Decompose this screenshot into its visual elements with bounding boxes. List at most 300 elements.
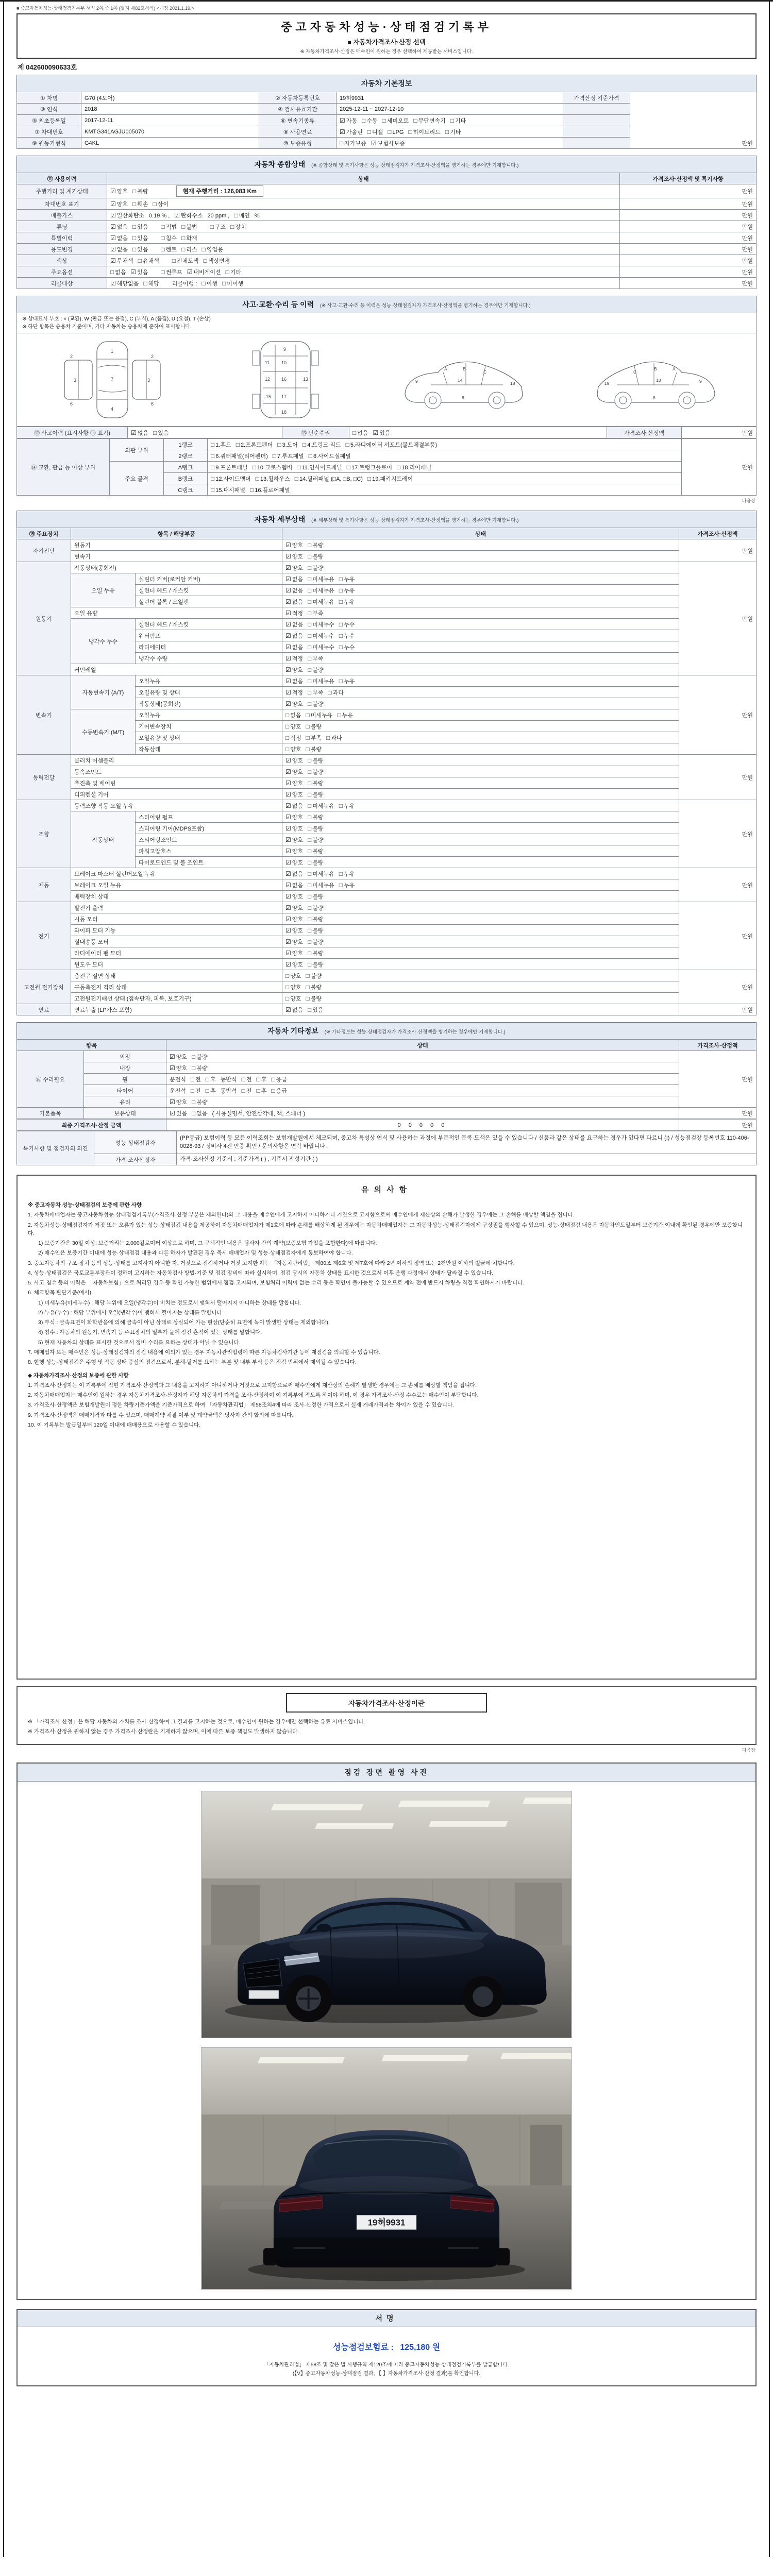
checkbox-option[interactable] (191, 1087, 201, 1095)
checkbox-icon[interactable]: □ (339, 643, 343, 651)
checkbox-icon[interactable]: □ (192, 1053, 196, 1060)
checkbox-icon[interactable]: □ (190, 1075, 195, 1083)
checkbox-icon[interactable]: ☑ (285, 858, 291, 866)
checkbox-option[interactable] (285, 972, 301, 980)
checkbox-option[interactable] (308, 892, 324, 901)
checkbox-option[interactable] (340, 116, 357, 125)
checkbox-icon[interactable]: □ (339, 620, 343, 628)
checkbox-option[interactable] (170, 1053, 187, 1061)
checkbox-option[interactable] (285, 711, 301, 719)
checkbox-option[interactable] (131, 268, 148, 276)
checkbox-icon[interactable]: ☑ (285, 881, 291, 889)
checkbox-icon[interactable]: □ (211, 452, 215, 460)
checkbox-icon[interactable]: ☑ (285, 892, 291, 900)
checkbox-option[interactable] (339, 632, 355, 640)
checkbox-icon[interactable]: □ (308, 677, 312, 685)
checkbox-icon[interactable]: □ (308, 847, 312, 855)
checkbox-option[interactable] (211, 440, 231, 449)
checkbox-icon[interactable]: □ (308, 688, 312, 696)
checkbox-option[interactable] (131, 429, 148, 437)
checkbox-option[interactable] (285, 983, 301, 991)
checkbox-option[interactable] (408, 128, 440, 136)
checkbox-option[interactable] (174, 211, 203, 219)
checkbox-icon[interactable]: □ (308, 813, 312, 821)
checkbox-option[interactable] (373, 429, 391, 437)
checkbox-icon[interactable]: □ (153, 429, 157, 436)
checkbox-option[interactable] (242, 1087, 252, 1095)
checkbox-option[interactable] (306, 972, 322, 980)
checkbox-option[interactable] (153, 429, 169, 437)
checkbox-icon[interactable]: □ (181, 223, 186, 230)
checkbox-option[interactable] (367, 474, 413, 483)
checkbox-icon[interactable]: □ (211, 463, 215, 471)
checkbox-option[interactable] (285, 677, 303, 685)
checkbox-icon[interactable]: □ (306, 983, 310, 991)
checkbox-option[interactable] (308, 586, 334, 595)
checkbox-option[interactable] (161, 245, 177, 253)
checkbox-icon[interactable]: □ (271, 1087, 275, 1094)
checkbox-option[interactable] (285, 813, 303, 821)
checkbox-option[interactable] (170, 1109, 187, 1117)
checkbox-icon[interactable]: □ (397, 463, 401, 471)
checkbox-icon[interactable]: □ (308, 915, 312, 923)
checkbox-option[interactable] (285, 892, 303, 901)
checkbox-icon[interactable]: □ (285, 983, 290, 991)
checkbox-icon[interactable]: □ (241, 1087, 245, 1094)
checkbox-icon[interactable]: ☑ (285, 779, 291, 787)
checkbox-icon[interactable]: ☑ (285, 598, 291, 605)
checkbox-option[interactable] (308, 915, 324, 923)
checkbox-option[interactable] (308, 552, 324, 561)
checkbox-icon[interactable]: □ (203, 257, 207, 264)
checkbox-icon[interactable]: □ (272, 452, 277, 460)
checkbox-option[interactable] (110, 268, 126, 276)
checkbox-icon[interactable]: ☑ (285, 620, 291, 628)
checkbox-icon[interactable]: ☑ (340, 116, 345, 124)
checkbox-icon[interactable]: ☑ (174, 211, 180, 219)
checkbox-option[interactable] (285, 620, 303, 629)
checkbox-icon[interactable]: ☑ (285, 677, 291, 685)
checkbox-icon[interactable]: ☑ (110, 234, 116, 242)
checkbox-icon[interactable]: □ (308, 1006, 312, 1013)
checkbox-icon[interactable]: □ (285, 972, 290, 979)
checkbox-option[interactable] (308, 938, 324, 946)
checkbox-option[interactable] (285, 666, 303, 674)
checkbox-icon[interactable]: □ (161, 268, 165, 276)
checkbox-option[interactable] (308, 870, 334, 878)
checkbox-option[interactable] (110, 257, 133, 265)
checkbox-option[interactable] (110, 200, 128, 208)
checkbox-icon[interactable]: □ (308, 564, 312, 571)
checkbox-icon[interactable]: ☑ (285, 654, 291, 662)
checkbox-icon[interactable]: ☑ (285, 586, 291, 594)
checkbox-icon[interactable]: □ (211, 486, 215, 494)
checkbox-option[interactable] (285, 734, 301, 742)
checkbox-icon[interactable]: □ (306, 994, 310, 1002)
checkbox-icon[interactable]: ☑ (110, 223, 116, 230)
checkbox-option[interactable] (308, 598, 334, 606)
checkbox-option[interactable] (308, 688, 324, 697)
checkbox-icon[interactable]: ☑ (285, 802, 291, 809)
checkbox-icon[interactable]: □ (285, 994, 290, 1002)
checkbox-option[interactable] (138, 257, 159, 265)
checkbox-icon[interactable]: ☑ (285, 768, 291, 775)
checkbox-option[interactable] (306, 983, 322, 991)
checkbox-icon[interactable]: □ (205, 1087, 210, 1094)
checkbox-icon[interactable]: □ (153, 200, 157, 208)
checkbox-icon[interactable]: □ (234, 211, 238, 219)
checkbox-icon[interactable]: □ (132, 188, 137, 195)
checkbox-icon[interactable]: ☑ (285, 904, 291, 911)
checkbox-icon[interactable]: ☑ (170, 1064, 175, 1072)
checkbox-option[interactable] (308, 666, 324, 674)
checkbox-icon[interactable]: □ (210, 223, 214, 230)
checkbox-icon[interactable]: ☑ (130, 268, 137, 276)
checkbox-option[interactable] (285, 722, 301, 731)
checkbox-icon[interactable]: □ (308, 802, 312, 809)
checkbox-icon[interactable]: ☑ (285, 688, 291, 696)
checkbox-option[interactable] (308, 960, 324, 969)
checkbox-option[interactable] (253, 463, 293, 471)
checkbox-icon[interactable]: □ (302, 440, 307, 448)
checkbox-option[interactable] (339, 586, 355, 595)
checkbox-option[interactable] (285, 632, 303, 640)
checkbox-icon[interactable]: □ (132, 200, 137, 208)
checkbox-icon[interactable]: □ (285, 711, 290, 719)
checkbox-option[interactable] (308, 609, 324, 617)
checkbox-option[interactable] (346, 440, 438, 449)
checkbox-option[interactable] (339, 598, 355, 606)
checkbox-option[interactable] (306, 745, 322, 753)
checkbox-icon[interactable]: □ (308, 575, 312, 583)
checkbox-icon[interactable]: □ (308, 654, 312, 662)
checkbox-icon[interactable]: □ (308, 881, 312, 889)
checkbox-option[interactable] (285, 654, 303, 663)
checkbox-icon[interactable]: □ (339, 598, 343, 605)
checkbox-icon[interactable]: ☑ (285, 564, 291, 571)
checkbox-option[interactable] (308, 858, 324, 867)
checkbox-icon[interactable]: □ (337, 711, 341, 719)
checkbox-icon[interactable]: ☑ (285, 960, 291, 968)
checkbox-icon[interactable]: □ (308, 870, 312, 877)
checkbox-option[interactable] (306, 722, 322, 731)
checkbox-icon[interactable]: □ (308, 892, 312, 900)
checkbox-icon[interactable]: □ (308, 858, 312, 866)
checkbox-option[interactable] (202, 245, 223, 253)
checkbox-icon[interactable]: □ (161, 223, 165, 230)
checkbox-option[interactable] (450, 116, 466, 125)
checkbox-option[interactable] (110, 234, 128, 242)
checkbox-icon[interactable]: □ (222, 279, 226, 287)
checkbox-option[interactable] (308, 1006, 324, 1014)
checkbox-option[interactable] (337, 711, 353, 719)
checkbox-icon[interactable]: ☑ (285, 700, 291, 707)
checkbox-option[interactable] (285, 575, 303, 583)
checkbox-icon[interactable]: □ (110, 268, 114, 276)
checkbox-option[interactable] (306, 994, 322, 1003)
checkbox-option[interactable] (271, 1087, 287, 1095)
checkbox-icon[interactable]: ☑ (371, 139, 377, 147)
checkbox-option[interactable] (206, 1075, 216, 1083)
checkbox-icon[interactable]: □ (362, 116, 366, 124)
checkbox-icon[interactable]: □ (241, 1075, 245, 1083)
checkbox-icon[interactable]: ☑ (285, 870, 291, 877)
checkbox-icon[interactable]: □ (345, 440, 349, 448)
checkbox-option[interactable] (285, 552, 303, 561)
checkbox-icon[interactable]: □ (367, 128, 371, 135)
checkbox-icon[interactable]: □ (339, 677, 343, 685)
checkbox-option[interactable] (308, 541, 324, 549)
checkbox-icon[interactable]: ☑ (285, 541, 291, 549)
checkbox-icon[interactable]: □ (308, 779, 312, 787)
checkbox-option[interactable] (285, 598, 303, 606)
checkbox-icon[interactable]: □ (326, 734, 330, 741)
checkbox-icon[interactable]: □ (308, 609, 312, 617)
checkbox-option[interactable] (308, 654, 324, 663)
checkbox-option[interactable] (308, 949, 324, 957)
checkbox-option[interactable] (339, 677, 355, 685)
checkbox-option[interactable] (339, 643, 355, 651)
checkbox-option[interactable] (347, 463, 392, 471)
checkbox-option[interactable] (204, 257, 230, 265)
checkbox-option[interactable] (273, 452, 304, 460)
checkbox-option[interactable] (297, 463, 342, 471)
checkbox-option[interactable] (306, 711, 333, 719)
checkbox-icon[interactable]: ☑ (110, 257, 116, 264)
checkbox-icon[interactable]: □ (388, 128, 392, 135)
checkbox-icon[interactable]: □ (192, 1109, 196, 1117)
checkbox-icon[interactable]: ☑ (285, 790, 291, 798)
checkbox-icon[interactable]: ☑ (285, 836, 291, 843)
checkbox-option[interactable] (285, 858, 303, 867)
checkbox-icon[interactable]: □ (308, 790, 312, 798)
checkbox-option[interactable] (308, 926, 324, 935)
checkbox-icon[interactable]: ☑ (285, 643, 291, 651)
checkbox-icon[interactable]: □ (328, 688, 332, 696)
checkbox-icon[interactable]: □ (250, 486, 254, 494)
checkbox-option[interactable] (181, 223, 197, 231)
checkbox-option[interactable] (132, 187, 148, 195)
checkbox-icon[interactable]: ☑ (110, 279, 116, 287)
checkbox-option[interactable] (309, 452, 351, 460)
checkbox-icon[interactable]: □ (201, 279, 206, 287)
checkbox-option[interactable] (285, 870, 303, 878)
checkbox-icon[interactable]: ☑ (373, 429, 379, 436)
checkbox-icon[interactable]: □ (308, 949, 312, 957)
checkbox-icon[interactable]: □ (285, 734, 290, 741)
checkbox-icon[interactable]: □ (308, 836, 312, 843)
checkbox-icon[interactable]: □ (211, 474, 215, 482)
checkbox-icon[interactable]: □ (285, 722, 290, 730)
checkbox-icon[interactable]: □ (308, 926, 312, 934)
checkbox-icon[interactable]: ☑ (285, 949, 291, 957)
checkbox-option[interactable] (371, 139, 405, 147)
checkbox-option[interactable] (271, 1075, 287, 1083)
checkbox-option[interactable] (132, 245, 148, 253)
checkbox-option[interactable] (285, 915, 303, 923)
checkbox-option[interactable] (226, 268, 242, 276)
checkbox-option[interactable] (191, 1075, 201, 1083)
checkbox-option[interactable] (242, 1075, 252, 1083)
checkbox-icon[interactable]: ☑ (110, 200, 116, 208)
checkbox-icon[interactable]: □ (352, 429, 357, 436)
checkbox-option[interactable] (308, 802, 334, 810)
checkbox-option[interactable] (143, 279, 159, 287)
checkbox-option[interactable] (172, 257, 199, 265)
checkbox-option[interactable] (308, 904, 324, 912)
checkbox-option[interactable] (308, 790, 324, 799)
checkbox-option[interactable] (340, 128, 363, 136)
checkbox-option[interactable] (308, 643, 334, 651)
checkbox-icon[interactable]: □ (308, 666, 312, 673)
checkbox-icon[interactable]: ☑ (285, 575, 291, 583)
checkbox-option[interactable] (192, 1098, 208, 1106)
checkbox-icon[interactable]: □ (285, 745, 290, 753)
checkbox-option[interactable] (285, 609, 303, 617)
checkbox-option[interactable] (285, 802, 303, 810)
checkbox-icon[interactable]: ☑ (285, 666, 291, 673)
checkbox-option[interactable] (201, 279, 217, 287)
checkbox-option[interactable] (285, 1006, 303, 1014)
checkbox-icon[interactable]: □ (308, 632, 312, 639)
checkbox-option[interactable] (339, 620, 355, 629)
checkbox-option[interactable] (192, 1053, 208, 1061)
checkbox-icon[interactable]: ☑ (187, 268, 193, 276)
checkbox-option[interactable] (132, 223, 148, 231)
checkbox-icon[interactable]: ☑ (110, 211, 116, 219)
checkbox-icon[interactable]: □ (340, 139, 344, 147)
checkbox-option[interactable] (285, 541, 303, 549)
checkbox-option[interactable] (308, 575, 334, 583)
checkbox-option[interactable] (285, 768, 303, 776)
checkbox-option[interactable] (308, 768, 324, 776)
checkbox-option[interactable] (222, 279, 243, 287)
checkbox-icon[interactable]: □ (308, 756, 312, 764)
checkbox-icon[interactable]: □ (277, 440, 281, 448)
checkbox-icon[interactable]: ☑ (110, 245, 116, 253)
checkbox-option[interactable] (352, 429, 368, 437)
checkbox-option[interactable] (285, 847, 303, 855)
checkbox-option[interactable] (285, 745, 301, 753)
checkbox-option[interactable] (256, 1087, 266, 1095)
checkbox-icon[interactable]: □ (450, 116, 454, 124)
checkbox-option[interactable] (367, 128, 383, 136)
checkbox-icon[interactable]: ☑ (285, 847, 291, 855)
checkbox-icon[interactable]: □ (271, 1075, 275, 1083)
checkbox-option[interactable] (308, 700, 324, 708)
checkbox-option[interactable] (285, 994, 301, 1003)
checkbox-option[interactable] (303, 440, 341, 449)
checkbox-option[interactable] (339, 881, 355, 889)
checkbox-icon[interactable]: □ (339, 802, 343, 809)
checkbox-icon[interactable]: □ (181, 245, 186, 253)
checkbox-icon[interactable]: □ (308, 938, 312, 945)
checkbox-icon[interactable]: □ (201, 245, 206, 253)
checkbox-option[interactable] (256, 1075, 266, 1083)
checkbox-option[interactable] (250, 486, 290, 494)
checkbox-option[interactable] (285, 904, 303, 912)
checkbox-option[interactable] (211, 486, 245, 494)
checkbox-option[interactable] (382, 116, 409, 125)
checkbox-option[interactable] (161, 268, 182, 276)
checkbox-icon[interactable]: □ (297, 463, 301, 471)
checkbox-option[interactable] (285, 643, 303, 651)
checkbox-icon[interactable]: □ (308, 904, 312, 911)
checkbox-icon[interactable]: □ (339, 870, 343, 877)
checkbox-option[interactable] (285, 938, 303, 946)
checkbox-icon[interactable]: □ (132, 223, 137, 230)
checkbox-option[interactable] (339, 870, 355, 878)
checkbox-icon[interactable]: □ (308, 598, 312, 605)
checkbox-option[interactable] (285, 824, 303, 833)
signature-body[interactable] (18, 2327, 755, 2385)
checkbox-icon[interactable]: ☑ (170, 1098, 175, 1106)
checkbox-option[interactable] (110, 245, 128, 253)
checkbox-icon[interactable]: □ (308, 586, 312, 594)
checkbox-icon[interactable]: □ (132, 245, 137, 253)
checkbox-option[interactable] (153, 200, 169, 208)
checkbox-icon[interactable]: □ (308, 452, 312, 460)
checkbox-icon[interactable]: □ (408, 128, 412, 135)
checkbox-icon[interactable]: □ (308, 824, 312, 832)
checkbox-icon[interactable]: ☑ (285, 756, 291, 764)
checkbox-icon[interactable]: □ (236, 440, 240, 448)
checkbox-icon[interactable]: □ (172, 257, 176, 264)
checkbox-icon[interactable]: ☑ (285, 609, 291, 617)
checkbox-option[interactable] (308, 779, 324, 787)
checkbox-option[interactable] (211, 474, 251, 483)
checkbox-icon[interactable]: ☑ (170, 1053, 175, 1060)
checkbox-icon[interactable]: □ (339, 575, 343, 583)
checkbox-option[interactable] (181, 245, 197, 253)
checkbox-option[interactable] (306, 734, 322, 742)
checkbox-option[interactable] (285, 700, 303, 708)
checkbox-icon[interactable]: □ (294, 474, 298, 482)
checkbox-icon[interactable]: □ (413, 116, 417, 124)
checkbox-icon[interactable]: □ (192, 1064, 196, 1072)
checkbox-icon[interactable]: □ (205, 1075, 210, 1083)
checkbox-icon[interactable]: □ (308, 768, 312, 775)
checkbox-icon[interactable]: □ (306, 972, 310, 979)
checkbox-option[interactable] (110, 211, 144, 219)
checkbox-icon[interactable]: ☑ (285, 552, 291, 560)
checkbox-icon[interactable]: □ (252, 463, 256, 471)
checkbox-icon[interactable]: □ (192, 1098, 196, 1106)
checkbox-option[interactable] (236, 440, 273, 449)
checkbox-icon[interactable]: □ (255, 474, 259, 482)
checkbox-option[interactable] (132, 200, 148, 208)
checkbox-icon[interactable]: ☑ (285, 915, 291, 923)
checkbox-icon[interactable]: ☑ (285, 824, 291, 832)
checkbox-icon[interactable]: □ (308, 643, 312, 651)
checkbox-option[interactable] (339, 575, 355, 583)
checkbox-option[interactable] (362, 116, 378, 125)
checkbox-icon[interactable]: □ (306, 711, 310, 719)
checkbox-option[interactable] (397, 463, 431, 471)
checkbox-icon[interactable]: □ (339, 881, 343, 889)
checkbox-option[interactable] (132, 234, 148, 242)
checkbox-icon[interactable]: □ (382, 116, 386, 124)
checkbox-option[interactable] (285, 881, 303, 889)
checkbox-icon[interactable]: ☑ (285, 813, 291, 821)
checkbox-icon[interactable]: □ (256, 1075, 260, 1083)
checkbox-option[interactable] (181, 234, 197, 242)
checkbox-option[interactable] (326, 734, 342, 742)
checkbox-option[interactable] (308, 632, 334, 640)
checkbox-icon[interactable]: □ (190, 1087, 195, 1094)
checkbox-option[interactable] (170, 1098, 187, 1106)
checkbox-icon[interactable]: □ (346, 463, 350, 471)
